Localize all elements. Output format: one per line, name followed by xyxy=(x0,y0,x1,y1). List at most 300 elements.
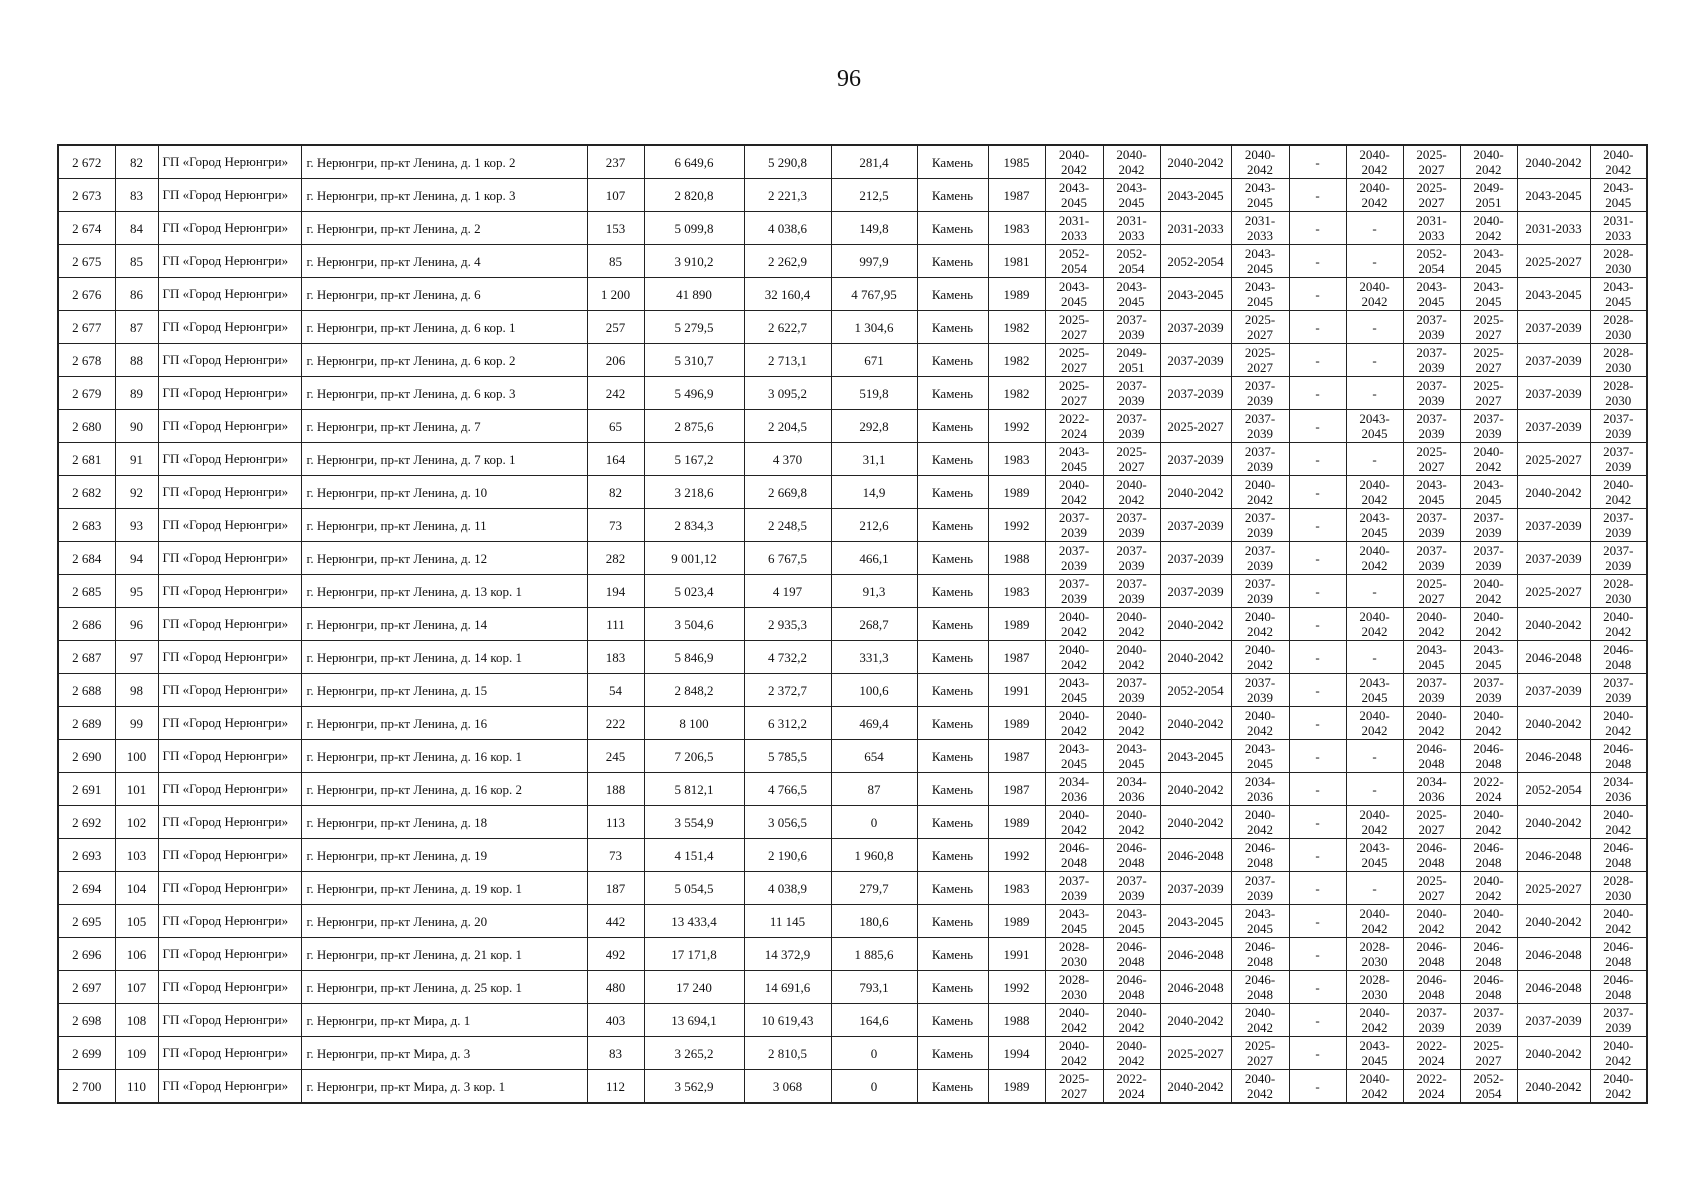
cell-area-total: 3 504,6 xyxy=(644,608,744,641)
cell-period-8: 2040-2042 xyxy=(1460,145,1517,179)
cell-wall-material: Камень xyxy=(917,1004,988,1037)
cell-period-5: - xyxy=(1289,773,1346,806)
cell-address: г. Нерюнгри, пр-кт Ленина, д. 19 кор. 1 xyxy=(301,872,587,905)
cell-owner: ГП «Город Нерюнгри» xyxy=(158,509,301,542)
cell-period-2: 2034-2036 xyxy=(1103,773,1160,806)
cell-id: 2 683 xyxy=(58,509,115,542)
cell-period-9: 2040-2042 xyxy=(1517,905,1590,938)
cell-period-2: 2037-2039 xyxy=(1103,542,1160,575)
cell-id: 2 686 xyxy=(58,608,115,641)
cell-period-10: 2043-2045 xyxy=(1590,179,1647,212)
cell-period-6: 2043-2045 xyxy=(1346,509,1403,542)
cell-period-8: 2040-2042 xyxy=(1460,707,1517,740)
cell-period-2: 2040-2042 xyxy=(1103,1037,1160,1070)
cell-period-6: 2028-2030 xyxy=(1346,938,1403,971)
cell-period-1: 2040-2042 xyxy=(1045,476,1103,509)
cell-period-6: 2040-2042 xyxy=(1346,905,1403,938)
cell-period-10: 2046-2048 xyxy=(1590,740,1647,773)
cell-year: 1989 xyxy=(988,278,1045,311)
cell-residents: 73 xyxy=(587,509,644,542)
cell-period-10: 2028-2030 xyxy=(1590,872,1647,905)
cell-id: 2 690 xyxy=(58,740,115,773)
cell-period-2: 2037-2039 xyxy=(1103,377,1160,410)
cell-wall-material: Камень xyxy=(917,1037,988,1070)
cell-period-10: 2028-2030 xyxy=(1590,245,1647,278)
cell-area-total: 2 875,6 xyxy=(644,410,744,443)
cell-period-3: 2037-2039 xyxy=(1160,575,1231,608)
cell-period-9: 2037-2039 xyxy=(1517,377,1590,410)
table-row xyxy=(58,575,1647,608)
cell-period-2: 2046-2048 xyxy=(1103,938,1160,971)
table-row xyxy=(58,839,1647,872)
cell-period-3: 2046-2048 xyxy=(1160,938,1231,971)
cell-residents: 480 xyxy=(587,971,644,1004)
cell-area-nonresidential: 466,1 xyxy=(831,542,917,575)
cell-area-nonresidential: 0 xyxy=(831,1037,917,1070)
cell-period-3: 2040-2042 xyxy=(1160,773,1231,806)
cell-owner: ГП «Город Нерюнгри» xyxy=(158,145,301,179)
cell-period-9: 2037-2039 xyxy=(1517,509,1590,542)
cell-period-1: 2043-2045 xyxy=(1045,179,1103,212)
cell-period-5: - xyxy=(1289,245,1346,278)
cell-owner: ГП «Город Нерюнгри» xyxy=(158,641,301,674)
cell-period-7: 2037-2039 xyxy=(1403,542,1460,575)
cell-period-7: 2025-2027 xyxy=(1403,443,1460,476)
cell-year: 1982 xyxy=(988,311,1045,344)
cell-area-nonresidential: 91,3 xyxy=(831,575,917,608)
table-row xyxy=(58,740,1647,773)
cell-number: 102 xyxy=(115,806,158,839)
cell-year: 1987 xyxy=(988,773,1045,806)
cell-period-6: 2043-2045 xyxy=(1346,674,1403,707)
cell-period-8: 2037-2039 xyxy=(1460,542,1517,575)
cell-residents: 187 xyxy=(587,872,644,905)
cell-year: 1982 xyxy=(988,377,1045,410)
cell-address: г. Нерюнгри, пр-кт Ленина, д. 16 xyxy=(301,707,587,740)
cell-period-1: 2037-2039 xyxy=(1045,542,1103,575)
cell-number: 108 xyxy=(115,1004,158,1037)
cell-period-6: 2043-2045 xyxy=(1346,410,1403,443)
table-row xyxy=(58,311,1647,344)
table-row xyxy=(58,641,1647,674)
cell-year: 1983 xyxy=(988,443,1045,476)
table-row xyxy=(58,1037,1647,1070)
table-row xyxy=(58,344,1647,377)
cell-period-4: 2037-2039 xyxy=(1231,542,1289,575)
cell-period-6: 2040-2042 xyxy=(1346,1070,1403,1104)
cell-period-5: - xyxy=(1289,179,1346,212)
cell-address: г. Нерюнгри, пр-кт Ленина, д. 2 xyxy=(301,212,587,245)
cell-residents: 83 xyxy=(587,1037,644,1070)
cell-address: г. Нерюнгри, пр-кт Ленина, д. 11 xyxy=(301,509,587,542)
cell-year: 1992 xyxy=(988,509,1045,542)
cell-period-1: 2034-2036 xyxy=(1045,773,1103,806)
cell-area-living: 5 785,5 xyxy=(744,740,831,773)
cell-period-8: 2046-2048 xyxy=(1460,938,1517,971)
cell-id: 2 675 xyxy=(58,245,115,278)
cell-area-nonresidential: 180,6 xyxy=(831,905,917,938)
cell-period-7: 2046-2048 xyxy=(1403,740,1460,773)
cell-period-5: - xyxy=(1289,377,1346,410)
cell-period-2: 2037-2039 xyxy=(1103,674,1160,707)
cell-period-7: 2022-2024 xyxy=(1403,1070,1460,1104)
cell-id: 2 673 xyxy=(58,179,115,212)
cell-period-4: 2046-2048 xyxy=(1231,839,1289,872)
cell-period-7: 2046-2048 xyxy=(1403,938,1460,971)
cell-owner: ГП «Город Нерюнгри» xyxy=(158,410,301,443)
table-row xyxy=(58,145,1647,179)
cell-residents: 183 xyxy=(587,641,644,674)
cell-area-living: 4 038,6 xyxy=(744,212,831,245)
cell-period-10: 2037-2039 xyxy=(1590,410,1647,443)
cell-id: 2 682 xyxy=(58,476,115,509)
cell-period-2: 2049-2051 xyxy=(1103,344,1160,377)
cell-owner: ГП «Город Нерюнгри» xyxy=(158,608,301,641)
cell-residents: 206 xyxy=(587,344,644,377)
cell-address: г. Нерюнгри, пр-кт Ленина, д. 14 кор. 1 xyxy=(301,641,587,674)
cell-residents: 242 xyxy=(587,377,644,410)
cell-period-10: 2031-2033 xyxy=(1590,212,1647,245)
cell-period-2: 2031-2033 xyxy=(1103,212,1160,245)
page-number: 96 xyxy=(837,66,861,92)
cell-period-3: 2037-2039 xyxy=(1160,311,1231,344)
cell-period-6: - xyxy=(1346,575,1403,608)
cell-wall-material: Камень xyxy=(917,1070,988,1104)
cell-period-5: - xyxy=(1289,476,1346,509)
cell-year: 1989 xyxy=(988,608,1045,641)
table-row xyxy=(58,872,1647,905)
cell-period-9: 2046-2048 xyxy=(1517,641,1590,674)
cell-id: 2 680 xyxy=(58,410,115,443)
cell-wall-material: Камень xyxy=(917,872,988,905)
cell-period-6: - xyxy=(1346,641,1403,674)
cell-area-total: 5 812,1 xyxy=(644,773,744,806)
cell-wall-material: Камень xyxy=(917,542,988,575)
table-row xyxy=(58,542,1647,575)
cell-address: г. Нерюнгри, пр-кт Ленина, д. 14 xyxy=(301,608,587,641)
cell-period-4: 2037-2039 xyxy=(1231,410,1289,443)
cell-number: 82 xyxy=(115,145,158,179)
cell-wall-material: Камень xyxy=(917,773,988,806)
cell-number: 92 xyxy=(115,476,158,509)
cell-area-living: 4 732,2 xyxy=(744,641,831,674)
cell-area-living: 2 372,7 xyxy=(744,674,831,707)
cell-number: 110 xyxy=(115,1070,158,1104)
cell-area-nonresidential: 281,4 xyxy=(831,145,917,179)
cell-id: 2 676 xyxy=(58,278,115,311)
cell-wall-material: Камень xyxy=(917,905,988,938)
cell-period-5: - xyxy=(1289,707,1346,740)
cell-area-living: 6 767,5 xyxy=(744,542,831,575)
cell-period-2: 2046-2048 xyxy=(1103,839,1160,872)
cell-period-1: 2022-2024 xyxy=(1045,410,1103,443)
cell-period-10: 2028-2030 xyxy=(1590,311,1647,344)
table-row xyxy=(58,971,1647,1004)
cell-period-2: 2037-2039 xyxy=(1103,872,1160,905)
cell-period-2: 2022-2024 xyxy=(1103,1070,1160,1104)
cell-area-living: 4 197 xyxy=(744,575,831,608)
cell-wall-material: Камень xyxy=(917,707,988,740)
cell-id: 2 687 xyxy=(58,641,115,674)
cell-period-5: - xyxy=(1289,1070,1346,1104)
cell-area-living: 2 248,5 xyxy=(744,509,831,542)
cell-period-7: 2037-2039 xyxy=(1403,674,1460,707)
cell-area-total: 3 562,9 xyxy=(644,1070,744,1104)
cell-period-10: 2040-2042 xyxy=(1590,1037,1647,1070)
cell-period-1: 2043-2045 xyxy=(1045,740,1103,773)
cell-address: г. Нерюнгри, пр-кт Ленина, д. 21 кор. 1 xyxy=(301,938,587,971)
cell-period-1: 2037-2039 xyxy=(1045,575,1103,608)
cell-residents: 85 xyxy=(587,245,644,278)
cell-area-living: 32 160,4 xyxy=(744,278,831,311)
table-row xyxy=(58,443,1647,476)
cell-owner: ГП «Город Нерюнгри» xyxy=(158,443,301,476)
cell-owner: ГП «Город Нерюнгри» xyxy=(158,311,301,344)
cell-owner: ГП «Город Нерюнгри» xyxy=(158,179,301,212)
cell-period-5: - xyxy=(1289,674,1346,707)
cell-period-5: - xyxy=(1289,740,1346,773)
cell-area-total: 5 167,2 xyxy=(644,443,744,476)
cell-owner: ГП «Город Нерюнгри» xyxy=(158,476,301,509)
cell-period-9: 2040-2042 xyxy=(1517,806,1590,839)
cell-period-1: 2037-2039 xyxy=(1045,872,1103,905)
cell-number: 106 xyxy=(115,938,158,971)
cell-period-2: 2040-2042 xyxy=(1103,145,1160,179)
cell-year: 1987 xyxy=(988,641,1045,674)
cell-period-8: 2046-2048 xyxy=(1460,971,1517,1004)
cell-period-1: 2037-2039 xyxy=(1045,509,1103,542)
cell-period-5: - xyxy=(1289,212,1346,245)
cell-area-nonresidential: 268,7 xyxy=(831,608,917,641)
cell-period-8: 2043-2045 xyxy=(1460,278,1517,311)
cell-period-8: 2040-2042 xyxy=(1460,443,1517,476)
cell-period-5: - xyxy=(1289,839,1346,872)
cell-area-total: 6 649,6 xyxy=(644,145,744,179)
cell-period-4: 2043-2045 xyxy=(1231,905,1289,938)
cell-area-total: 3 218,6 xyxy=(644,476,744,509)
cell-period-8: 2025-2027 xyxy=(1460,344,1517,377)
cell-number: 85 xyxy=(115,245,158,278)
cell-area-living: 10 619,43 xyxy=(744,1004,831,1037)
table-body xyxy=(58,145,1647,1103)
cell-period-1: 2046-2048 xyxy=(1045,839,1103,872)
table-row xyxy=(58,773,1647,806)
cell-period-9: 2025-2027 xyxy=(1517,872,1590,905)
cell-area-living: 4 038,9 xyxy=(744,872,831,905)
cell-period-9: 2046-2048 xyxy=(1517,839,1590,872)
cell-area-living: 2 713,1 xyxy=(744,344,831,377)
cell-period-8: 2037-2039 xyxy=(1460,1004,1517,1037)
cell-year: 1992 xyxy=(988,839,1045,872)
cell-area-living: 5 290,8 xyxy=(744,145,831,179)
cell-wall-material: Камень xyxy=(917,674,988,707)
cell-wall-material: Камень xyxy=(917,245,988,278)
cell-period-3: 2046-2048 xyxy=(1160,839,1231,872)
cell-period-6: - xyxy=(1346,344,1403,377)
cell-owner: ГП «Город Нерюнгри» xyxy=(158,839,301,872)
cell-period-2: 2043-2045 xyxy=(1103,179,1160,212)
cell-period-4: 2043-2045 xyxy=(1231,740,1289,773)
cell-wall-material: Камень xyxy=(917,212,988,245)
cell-period-10: 2046-2048 xyxy=(1590,839,1647,872)
cell-residents: 82 xyxy=(587,476,644,509)
table-row xyxy=(58,806,1647,839)
cell-period-8: 2037-2039 xyxy=(1460,410,1517,443)
cell-owner: ГП «Город Нерюнгри» xyxy=(158,245,301,278)
cell-area-living: 3 068 xyxy=(744,1070,831,1104)
cell-area-nonresidential: 1 885,6 xyxy=(831,938,917,971)
cell-area-nonresidential: 1 960,8 xyxy=(831,839,917,872)
cell-id: 2 691 xyxy=(58,773,115,806)
cell-period-1: 2040-2042 xyxy=(1045,1037,1103,1070)
cell-period-8: 2040-2042 xyxy=(1460,905,1517,938)
cell-period-5: - xyxy=(1289,278,1346,311)
cell-number: 107 xyxy=(115,971,158,1004)
cell-period-3: 2040-2042 xyxy=(1160,1070,1231,1104)
cell-period-2: 2040-2042 xyxy=(1103,608,1160,641)
cell-period-3: 2037-2039 xyxy=(1160,509,1231,542)
cell-period-8: 2040-2042 xyxy=(1460,575,1517,608)
cell-owner: ГП «Город Нерюнгри» xyxy=(158,872,301,905)
cell-address: г. Нерюнгри, пр-кт Ленина, д. 18 xyxy=(301,806,587,839)
cell-period-8: 2040-2042 xyxy=(1460,212,1517,245)
cell-period-7: 2043-2045 xyxy=(1403,476,1460,509)
cell-owner: ГП «Город Нерюнгри» xyxy=(158,212,301,245)
cell-wall-material: Камень xyxy=(917,575,988,608)
cell-period-10: 2040-2042 xyxy=(1590,1070,1647,1104)
cell-id: 2 681 xyxy=(58,443,115,476)
cell-period-6: - xyxy=(1346,773,1403,806)
table-row xyxy=(58,410,1647,443)
cell-address: г. Нерюнгри, пр-кт Ленина, д. 13 кор. 1 xyxy=(301,575,587,608)
cell-wall-material: Камень xyxy=(917,311,988,344)
cell-id: 2 699 xyxy=(58,1037,115,1070)
cell-owner: ГП «Город Нерюнгри» xyxy=(158,938,301,971)
cell-period-9: 2043-2045 xyxy=(1517,179,1590,212)
cell-period-9: 2025-2027 xyxy=(1517,575,1590,608)
cell-period-2: 2046-2048 xyxy=(1103,971,1160,1004)
cell-number: 83 xyxy=(115,179,158,212)
cell-owner: ГП «Город Нерюнгри» xyxy=(158,707,301,740)
cell-number: 89 xyxy=(115,377,158,410)
cell-area-living: 4 766,5 xyxy=(744,773,831,806)
cell-period-2: 2052-2054 xyxy=(1103,245,1160,278)
cell-period-7: 2025-2027 xyxy=(1403,179,1460,212)
cell-period-9: 2052-2054 xyxy=(1517,773,1590,806)
cell-period-7: 2025-2027 xyxy=(1403,872,1460,905)
cell-owner: ГП «Город Нерюнгри» xyxy=(158,905,301,938)
cell-period-5: - xyxy=(1289,1004,1346,1037)
cell-period-3: 2043-2045 xyxy=(1160,179,1231,212)
cell-period-4: 2025-2027 xyxy=(1231,344,1289,377)
cell-period-7: 2040-2042 xyxy=(1403,608,1460,641)
cell-period-5: - xyxy=(1289,542,1346,575)
cell-address: г. Нерюнгри, пр-кт Ленина, д. 10 xyxy=(301,476,587,509)
cell-period-10: 2040-2042 xyxy=(1590,608,1647,641)
cell-period-3: 2025-2027 xyxy=(1160,1037,1231,1070)
cell-period-9: 2025-2027 xyxy=(1517,245,1590,278)
cell-area-total: 5 023,4 xyxy=(644,575,744,608)
cell-year: 1983 xyxy=(988,575,1045,608)
cell-wall-material: Камень xyxy=(917,806,988,839)
cell-id: 2 695 xyxy=(58,905,115,938)
cell-period-6: 2040-2042 xyxy=(1346,278,1403,311)
cell-area-total: 5 846,9 xyxy=(644,641,744,674)
cell-owner: ГП «Город Нерюнгри» xyxy=(158,740,301,773)
cell-area-nonresidential: 654 xyxy=(831,740,917,773)
cell-period-2: 2043-2045 xyxy=(1103,740,1160,773)
cell-area-total: 5 279,5 xyxy=(644,311,744,344)
cell-period-2: 2040-2042 xyxy=(1103,1004,1160,1037)
cell-address: г. Нерюнгри, пр-кт Ленина, д. 6 кор. 2 xyxy=(301,344,587,377)
cell-period-4: 2040-2042 xyxy=(1231,1070,1289,1104)
cell-residents: 282 xyxy=(587,542,644,575)
cell-period-1: 2043-2045 xyxy=(1045,443,1103,476)
cell-period-8: 2040-2042 xyxy=(1460,872,1517,905)
cell-area-total: 3 910,2 xyxy=(644,245,744,278)
cell-address: г. Нерюнгри, пр-кт Ленина, д. 4 xyxy=(301,245,587,278)
cell-period-6: 2040-2042 xyxy=(1346,707,1403,740)
cell-id: 2 700 xyxy=(58,1070,115,1104)
cell-year: 1982 xyxy=(988,344,1045,377)
cell-period-1: 2031-2033 xyxy=(1045,212,1103,245)
cell-area-total: 17 240 xyxy=(644,971,744,1004)
cell-period-2: 2040-2042 xyxy=(1103,641,1160,674)
cell-period-3: 2031-2033 xyxy=(1160,212,1231,245)
cell-area-living: 2 262,9 xyxy=(744,245,831,278)
cell-period-4: 2037-2039 xyxy=(1231,509,1289,542)
cell-period-1: 2052-2054 xyxy=(1045,245,1103,278)
cell-residents: 188 xyxy=(587,773,644,806)
cell-period-4: 2046-2048 xyxy=(1231,938,1289,971)
cell-period-5: - xyxy=(1289,641,1346,674)
cell-period-2: 2040-2042 xyxy=(1103,476,1160,509)
cell-address: г. Нерюнгри, пр-кт Ленина, д. 25 кор. 1 xyxy=(301,971,587,1004)
cell-period-7: 2040-2042 xyxy=(1403,905,1460,938)
cell-period-8: 2049-2051 xyxy=(1460,179,1517,212)
cell-owner: ГП «Город Нерюнгри» xyxy=(158,674,301,707)
cell-area-living: 2 190,6 xyxy=(744,839,831,872)
cell-residents: 112 xyxy=(587,1070,644,1104)
cell-period-9: 2040-2042 xyxy=(1517,1070,1590,1104)
cell-area-total: 2 848,2 xyxy=(644,674,744,707)
cell-period-7: 2025-2027 xyxy=(1403,145,1460,179)
cell-period-2: 2040-2042 xyxy=(1103,707,1160,740)
cell-period-1: 2040-2042 xyxy=(1045,806,1103,839)
table-row xyxy=(58,278,1647,311)
cell-id: 2 692 xyxy=(58,806,115,839)
cell-period-8: 2037-2039 xyxy=(1460,509,1517,542)
cell-period-9: 2037-2039 xyxy=(1517,1004,1590,1037)
cell-period-9: 2046-2048 xyxy=(1517,740,1590,773)
table-row xyxy=(58,509,1647,542)
cell-area-total: 7 206,5 xyxy=(644,740,744,773)
cell-area-nonresidential: 14,9 xyxy=(831,476,917,509)
cell-area-nonresidential: 0 xyxy=(831,1070,917,1104)
housing-table xyxy=(57,144,1648,1104)
cell-period-3: 2043-2045 xyxy=(1160,740,1231,773)
cell-area-total: 2 834,3 xyxy=(644,509,744,542)
cell-period-8: 2046-2048 xyxy=(1460,839,1517,872)
table-row xyxy=(58,707,1647,740)
cell-period-8: 2040-2042 xyxy=(1460,806,1517,839)
cell-period-10: 2037-2039 xyxy=(1590,674,1647,707)
cell-period-5: - xyxy=(1289,971,1346,1004)
cell-period-10: 2046-2048 xyxy=(1590,641,1647,674)
cell-residents: 113 xyxy=(587,806,644,839)
cell-period-3: 2025-2027 xyxy=(1160,410,1231,443)
table-row xyxy=(58,1004,1647,1037)
